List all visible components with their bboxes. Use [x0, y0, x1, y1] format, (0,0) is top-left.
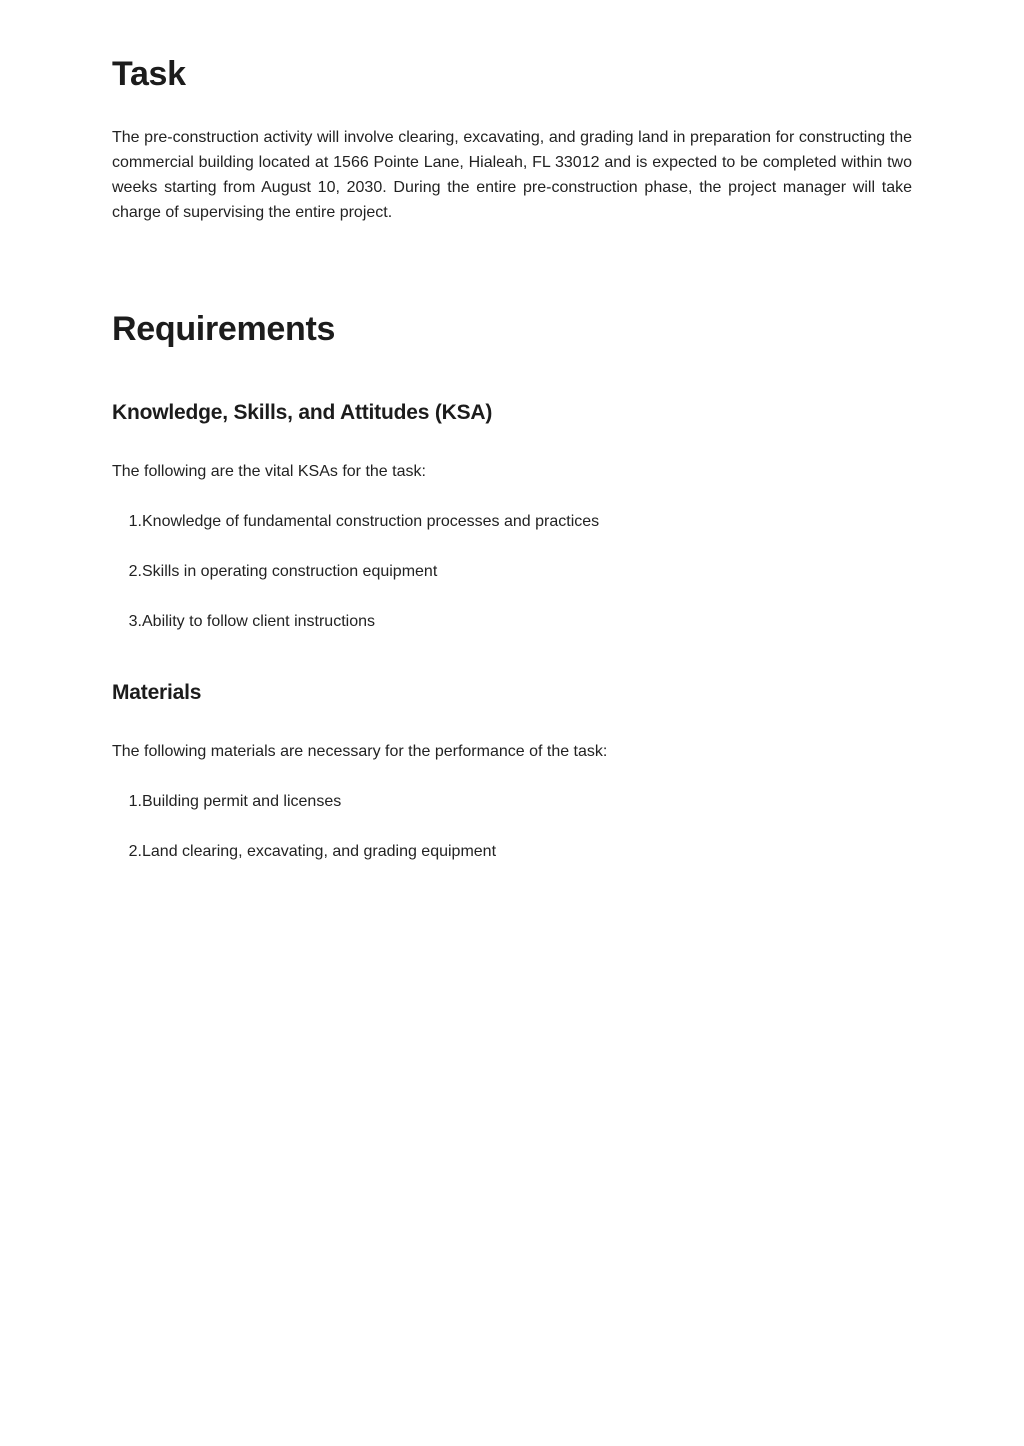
task-heading: Task [112, 55, 186, 93]
list-item-number: 2. [128, 563, 142, 580]
ksa-heading: Knowledge, Skills, and Attitudes (KSA) [112, 401, 493, 424]
requirements-heading: Requirements [112, 310, 336, 348]
materials-heading: Materials [112, 681, 202, 704]
materials-intro: The following materials are necessary for the performance of the task: [112, 743, 608, 760]
list-item-number: 2. [128, 843, 142, 860]
list-item-text: Ability to follow client instructions [142, 613, 375, 630]
list-item-text: Building permit and licenses [142, 793, 342, 810]
materials-list-item [112, 841, 496, 863]
task-description: The pre-construction activity will involve clearing, excavating, and grading land in preparation for constructing the commercial building located at 1566 Pointe Lane, Hialeah, FL 33012 and is expected to be completed within two weeks starting from August 10, 2030. During the entire pre-construction phase, the project manager will take charge of supervising the entire project. [112, 129, 912, 221]
list-item-number: 1. [128, 793, 142, 810]
ksa-list-item [112, 561, 437, 583]
ksa-list-item [112, 611, 375, 633]
list-item-text: Knowledge of fundamental construction processes and practices [142, 513, 600, 530]
ksa-list-item [112, 511, 599, 533]
list-item-number: 3. [128, 613, 142, 630]
materials-list-item [112, 791, 341, 813]
ksa-intro: The following are the vital KSAs for the task: [112, 463, 426, 480]
list-item-text: Land clearing, excavating, and grading equipment [142, 843, 497, 860]
list-item-text: Skills in operating construction equipment [142, 563, 438, 580]
list-item-number: 1. [128, 513, 142, 530]
